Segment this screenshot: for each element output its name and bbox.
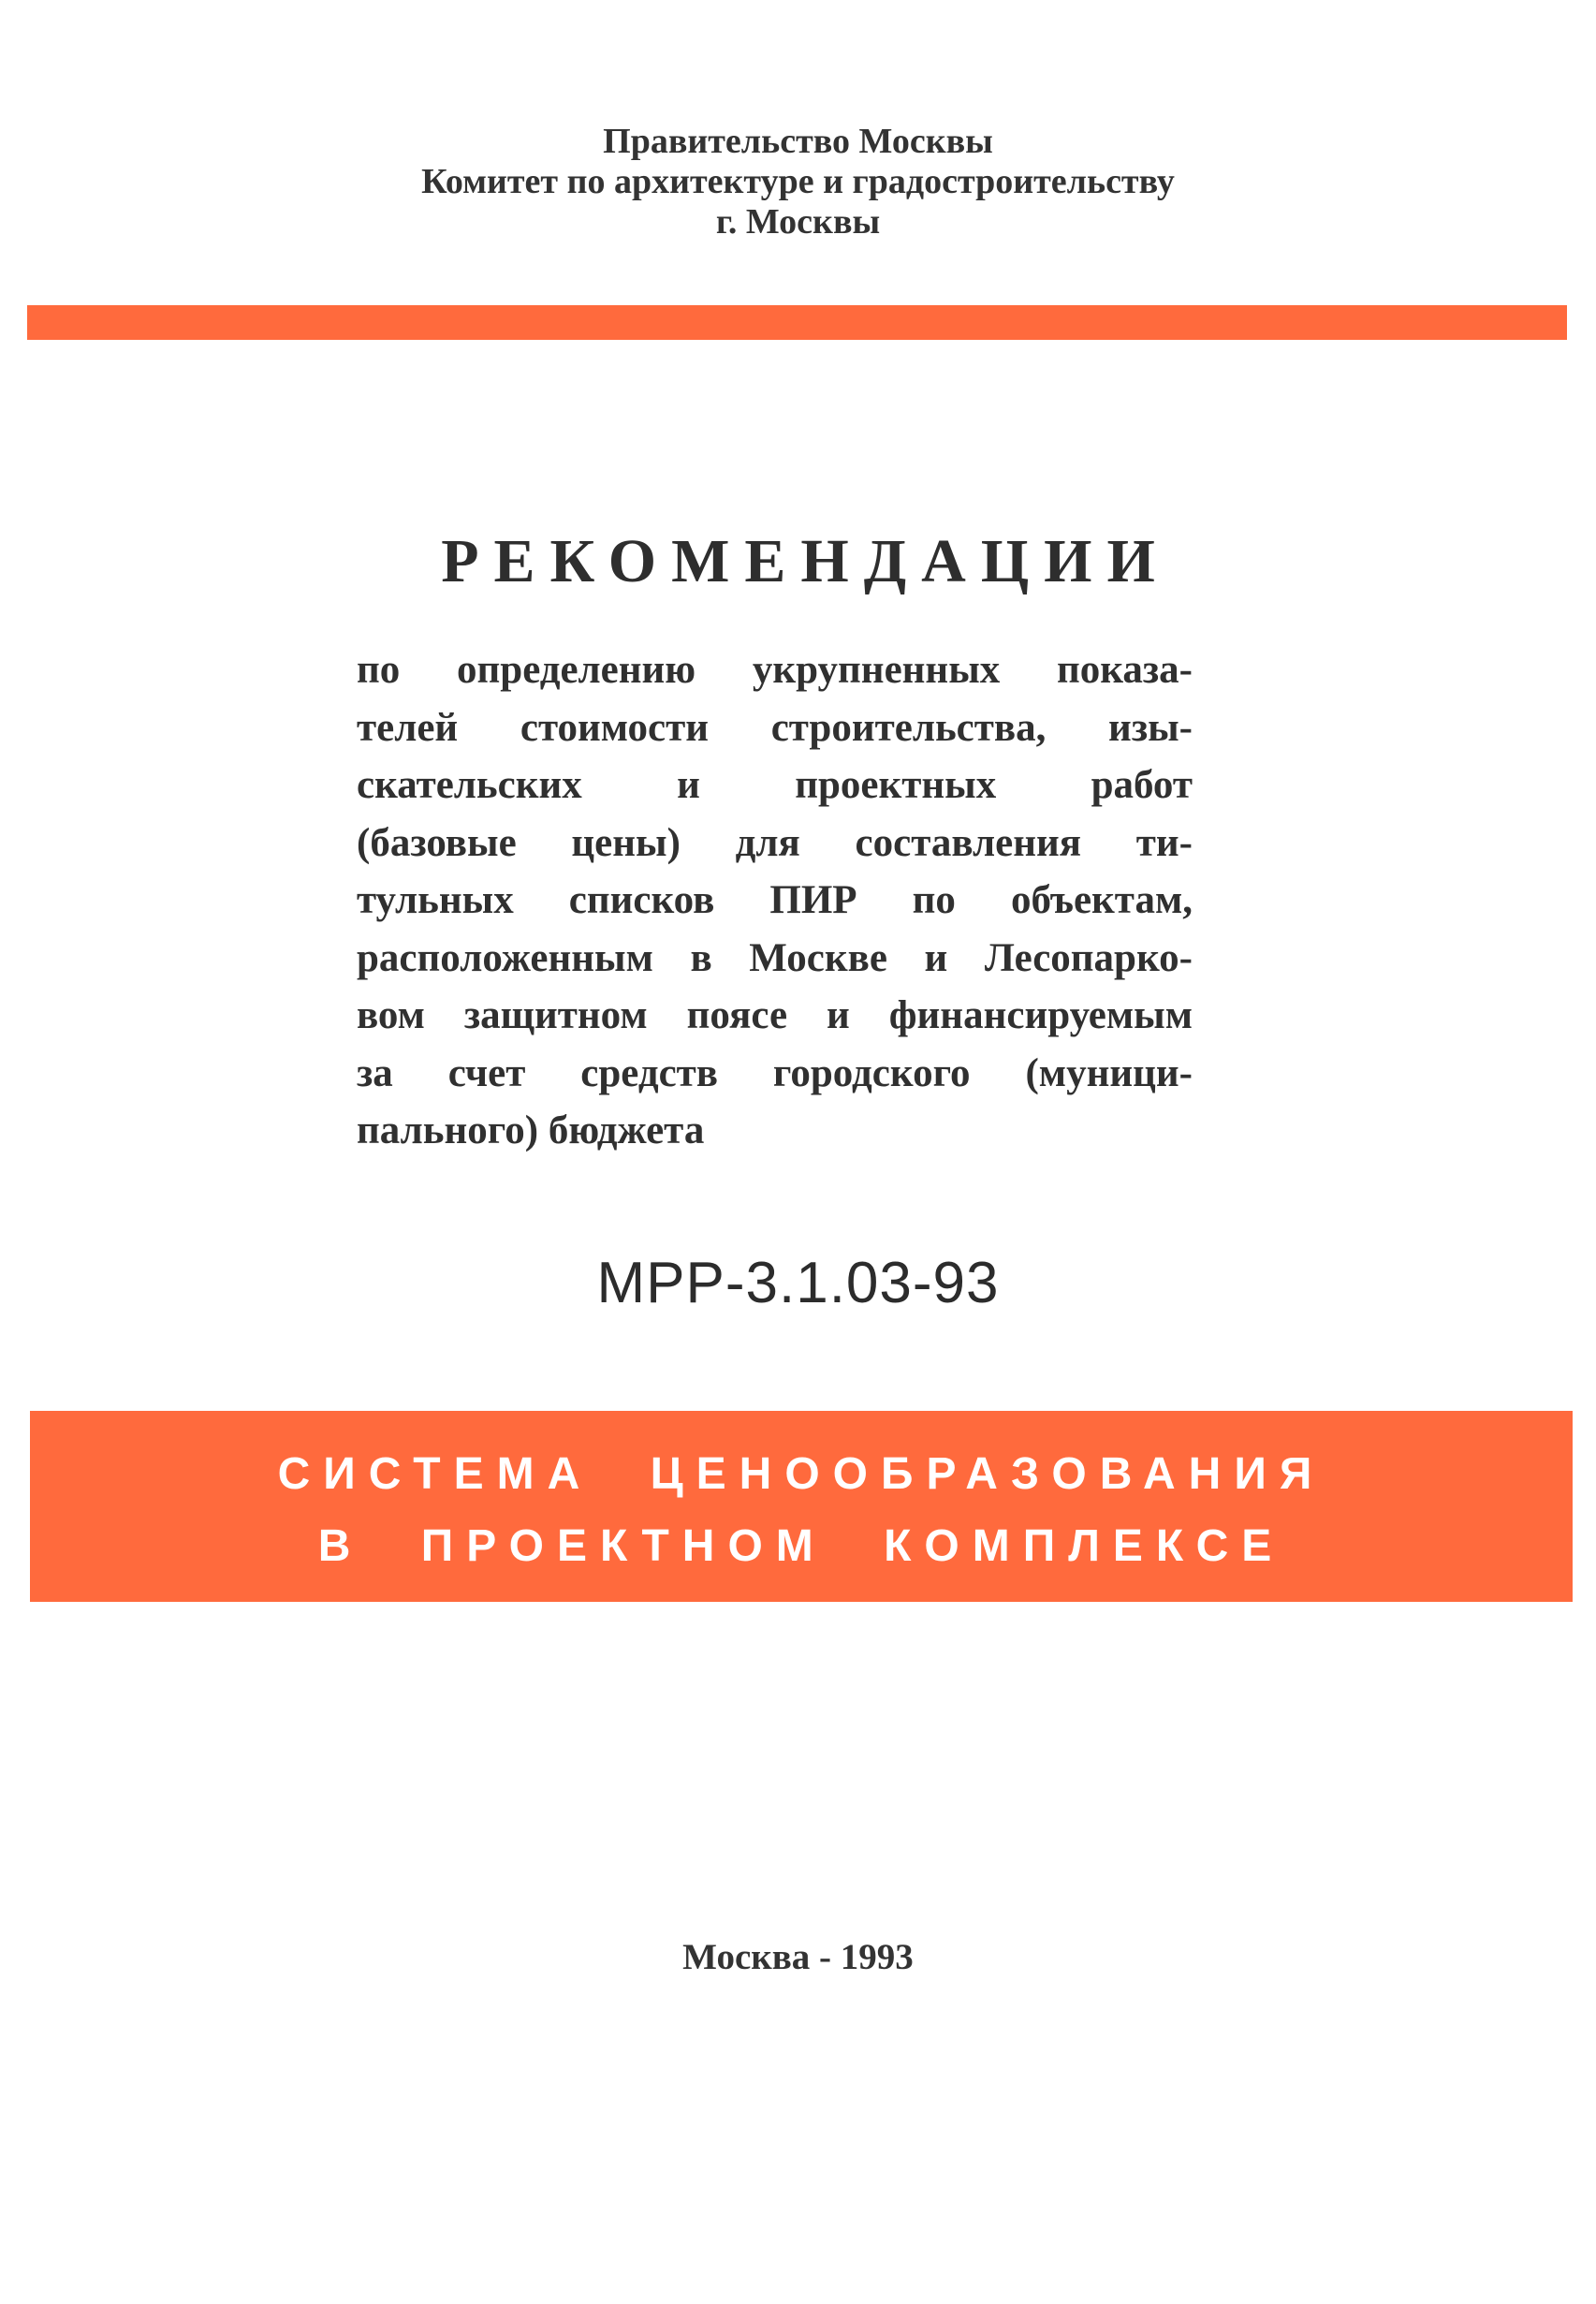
subtitle-line: пального) бюджета xyxy=(357,1108,705,1152)
subtitle-line: расположенным в Москве и Лесопарко- xyxy=(357,935,1193,980)
subtitle-line: (базовые цены) для составления ти- xyxy=(357,820,1193,865)
subtitle-line: скательских и проектных работ xyxy=(357,763,1193,807)
banner-line-1: СИСТЕМА ЦЕНООБРАЗОВАНИЯ xyxy=(277,1449,1325,1499)
document-title: РЕКОМЕНДАЦИИ xyxy=(441,527,1170,595)
subtitle-line: телей стоимости строительства, изы- xyxy=(357,705,1193,750)
issuing-organization xyxy=(0,122,1596,242)
subtitle-line: по определению укрупненных показа- xyxy=(357,648,1193,692)
place-and-year: Москва - 1993 xyxy=(682,1937,914,1977)
series-banner xyxy=(30,1411,1573,1602)
document-code: МРР-3.1.03-93 xyxy=(596,1251,1000,1315)
subtitle-line: вом защитном поясе и финансируемым xyxy=(357,993,1193,1037)
header-line-committee: Комитет по архитектуре и градостроительству xyxy=(421,162,1175,201)
subtitle-line: тульных списков ПИР по объектам, xyxy=(357,878,1193,922)
header-line-government: Правительство Москвы xyxy=(603,122,993,161)
banner-line-2: В ПРОЕКТНОМ КОМПЛЕКСЕ xyxy=(317,1521,1285,1571)
accent-stripe xyxy=(27,305,1567,340)
subtitle-line: за счет средств городского (муници- xyxy=(357,1050,1193,1095)
document-subtitle xyxy=(357,641,1193,1160)
header-line-city: г. Москвы xyxy=(715,202,881,242)
